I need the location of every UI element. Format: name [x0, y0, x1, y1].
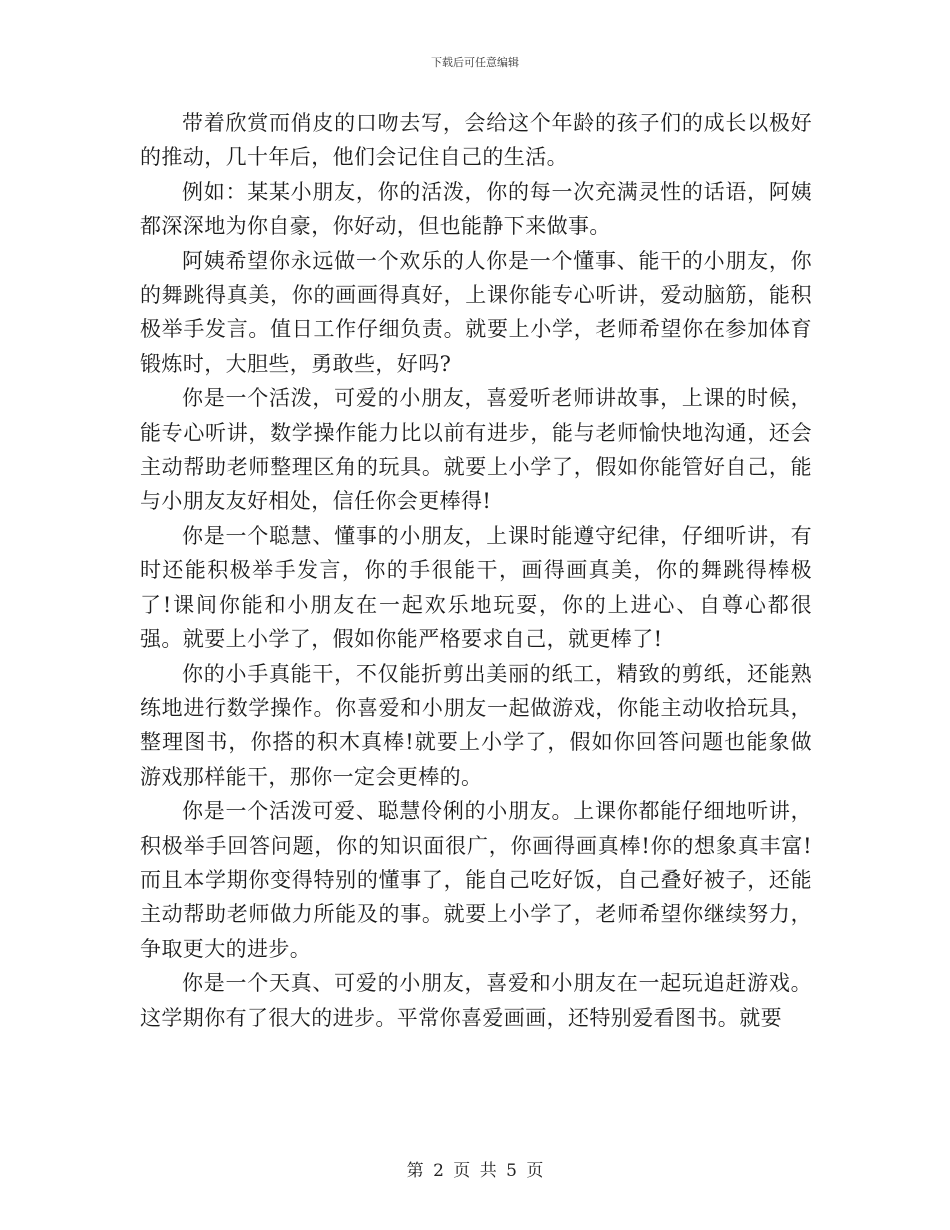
paragraph-1: 带着欣赏而俏皮的口吻去写，会给这个年龄的孩子们的成长以极好的推动，几十年后，他们会记住自己的生活。: [140, 111, 812, 170]
page-number-footer: 第 2 页 共 5 页: [406, 1161, 544, 1181]
paragraph-7: 你是一个活泼可爱、聪慧伶俐的小朋友。上课你都能仔细地听讲，积极举手回答问题，你的知识面很广，你画得画真棒!你的想象真丰富!而且本学期你变得特别的懂事了，能自己吃好饭，自己叠好被子，还能主动帮助老师做力所能及的事。就要上小学了，老师希望你继续努力，争取更大的进步。: [140, 799, 812, 961]
paragraph-5: 你是一个聪慧、懂事的小朋友，上课时能遵守纪律，仔细听讲，有时还能积极举手发言，你的手很能干，画得画真美，你的舞跳得棒极了!课间你能和小朋友在一起欢乐地玩耍，你的上进心、自尊心都很强。就要上小学了，假如你能严格要求自己，就更棒了!: [140, 523, 812, 652]
paragraph-8: 你是一个天真、可爱的小朋友，喜爱和小朋友在一起玩追赶游戏。这学期你有了很大的进步。平常你喜爱画画，还特别爱看图书。就要: [140, 971, 812, 1030]
page-header: 下载后可任意编辑: [431, 56, 519, 69]
paragraph-2: 例如：某某小朋友，你的活泼，你的每一次充满灵性的话语，阿姨都深深地为你自豪，你好动，但也能静下来做事。: [140, 179, 812, 239]
paragraph-4: 你是一个活泼，可爱的小朋友，喜爱听老师讲故事，上课的时候，能专心听讲，数学操作能力比以前有进步，能与老师愉快地沟通，还会主动帮助老师整理区角的玩具。就要上小学了，假如你能管好自己，能与小朋友友好相处，信任你会更棒得!: [140, 386, 812, 514]
paragraph-3: 阿姨希望你永远做一个欢乐的人你是一个懂事、能干的小朋友，你的舞跳得真美，你的画画得真好，上课你能专心听讲，爱动脑筋，能积极举手发言。值日工作仔细负责。就要上小学，老师希望你在参加体育锻炼时，大胆些，勇敢些，好吗?: [140, 248, 812, 376]
document-body: [140, 106, 812, 1035]
paragraph-6: 你的小手真能干，不仅能折剪出美丽的纸工，精致的剪纸，还能熟练地进行数学操作。你喜爱和小朋友一起做游戏，你能主动收拾玩具，整理图书，你搭的积木真棒!就要上小学了，假如你回答问题也能象做游戏那样能干，那你一定会更棒的。: [140, 661, 812, 789]
